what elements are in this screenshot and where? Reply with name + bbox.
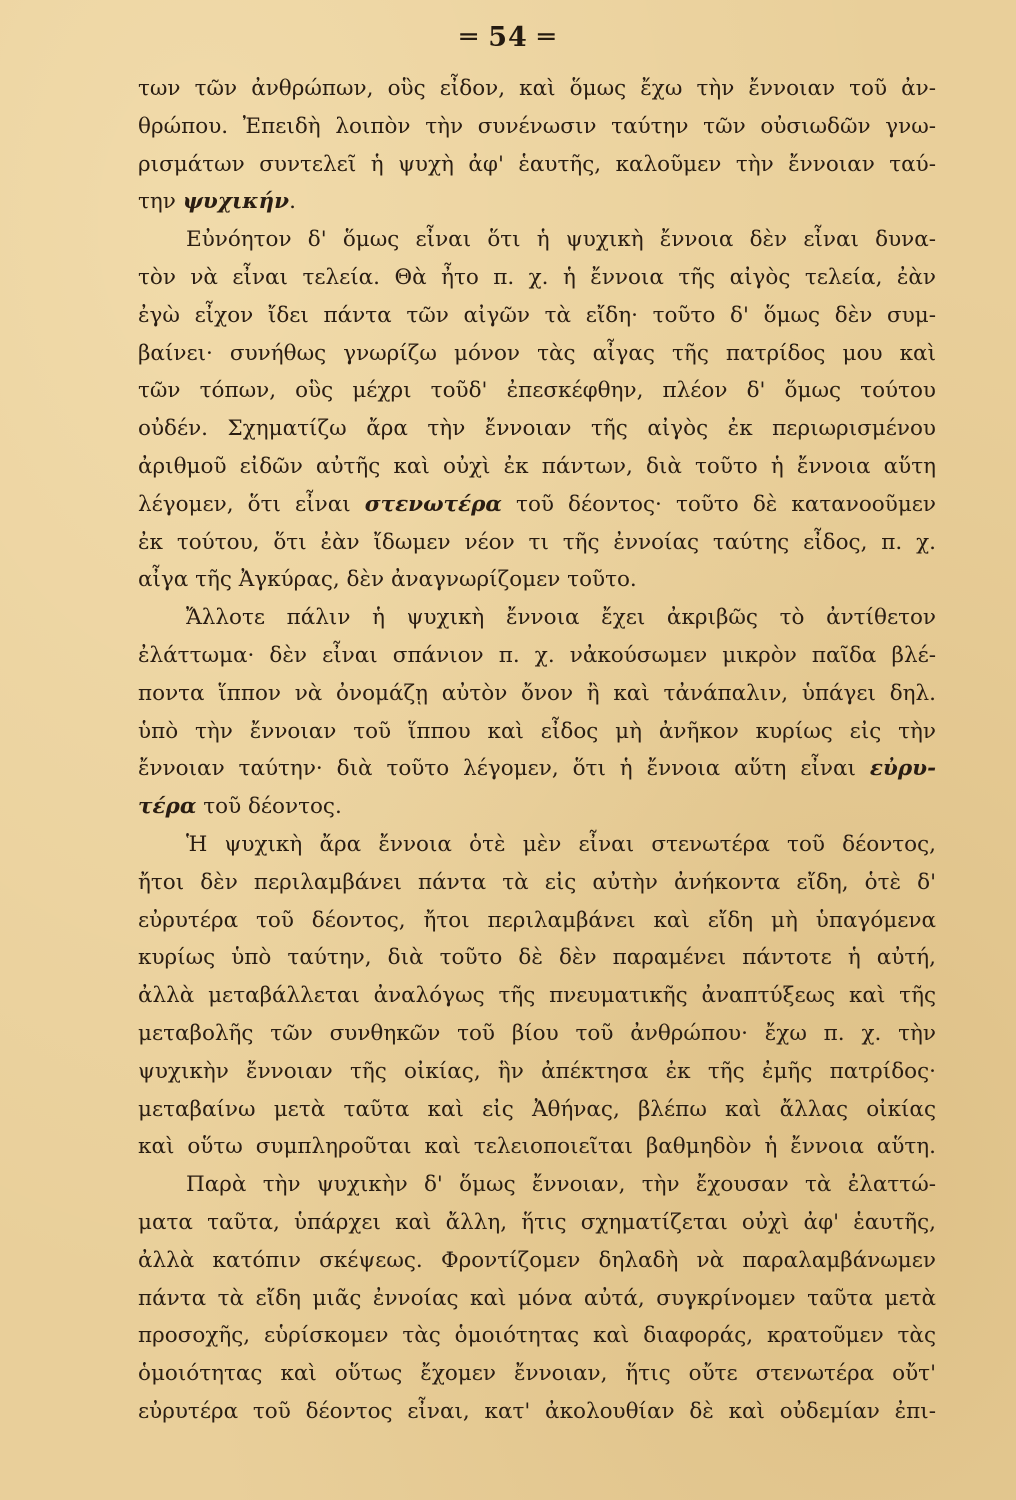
text-line [138, 335, 936, 373]
emphasized-term: στενωτέρα [364, 491, 502, 517]
text-line [138, 750, 936, 788]
line-text: Ἡ ψυχικὴ ἄρα ἔννοια ὁτὲ μὲν εἶναι στενωτέρα τοῦ δέοντος, [186, 831, 936, 857]
line-text: τῶν τόπων, οὓς μέχρι τοῦδ' ἐπεσκέφθην, πλέον δ' ὅμως τούτου [138, 378, 936, 404]
line-text: κυρίως ὑπὸ ταύτην, διὰ τοῦτο δὲ δὲν παραμένει πάντοτε ἡ αὐτή, [138, 945, 936, 971]
text-line [138, 1053, 936, 1091]
text-line [138, 637, 936, 675]
line-text: αἶγα τῆς Ἀγκύρας, δὲν ἀναγνωρίζομεν τοῦτο. [138, 567, 637, 593]
text-line [138, 1166, 936, 1204]
line-text: εὐρυτέρα τοῦ δέοντος, ἤτοι περιλαμβάνει καὶ εἴδη μὴ ὑπαγόμενα [138, 907, 936, 933]
line-text: βαίνει· συνήθως γνωρίζω μόνον τὰς αἶγας τῆς πατρίδος μου καὶ [138, 340, 936, 366]
line-text: πάντα τὰ εἴδη μιᾶς ἐννοίας καὶ μόνα αὐτά, συγκρίνομεν ταῦτα μετὰ [138, 1285, 936, 1311]
line-text: ψυχικὴν ἔννοιαν τῆς οἰκίας, ἣν ἀπέκτησα ἐκ τῆς ἐμῆς πατρίδος· [138, 1058, 936, 1084]
text-line [138, 864, 936, 902]
text-line [138, 1393, 936, 1431]
line-text: ματα ταῦτα, ὑπάρχει καὶ ἄλλη, ἥτις σχηματίζεται οὐχὶ ἀφ' ἑαυτῆς, [138, 1209, 936, 1235]
page-number: ═ 54 ═ [460, 22, 556, 53]
body-text [138, 70, 936, 1431]
line-text: ἔννοιαν ταύτην· διὰ τοῦτο λέγομεν, ὅτι ἡ ἔννοια αὕτη εἶναι [138, 756, 870, 782]
text-line [138, 599, 936, 637]
text-line [138, 1015, 936, 1053]
text-line [138, 221, 936, 259]
text-line [138, 1204, 936, 1242]
text-line [138, 977, 936, 1015]
line-text: ρισμάτων συντελεῖ ἡ ψυχὴ ἀφ' ἑαυτῆς, καλοῦμεν τὴν ἔννοιαν ταύ- [138, 151, 936, 177]
text-line [138, 1128, 936, 1166]
line-text-after: τοῦ δέοντος· τοῦτο δὲ κατανοοῦμεν [501, 491, 936, 517]
text-line [138, 1280, 936, 1318]
line-text: καὶ οὕτω συμπληροῦται καὶ τελειοποιεῖται βαθμηδὸν ἡ ἔννοια αὕτη. [138, 1134, 936, 1160]
line-text: Παρὰ τὴν ψυχικὴν δ' ὅμως ἔννοιαν, τὴν ἔχουσαν τὰ ἐλαττώ- [186, 1172, 936, 1198]
line-text: μεταβαίνω μετὰ ταῦτα καὶ εἰς Ἀθήνας, βλέπω καὶ ἄλλας οἰκίας [138, 1096, 936, 1122]
line-text: μεταβολῆς τῶν συνθηκῶν τοῦ βίου τοῦ ἀνθρώπου· ἔχω π. χ. τὴν [138, 1020, 936, 1046]
text-line [138, 524, 936, 562]
line-text: ὁμοιότητας καὶ οὕτως ἔχομεν ἔννοιαν, ἥτις οὔτε στενωτέρα οὔτ' [138, 1361, 936, 1387]
line-text: ποντα ἵππον νὰ ὀνομάζῃ αὐτὸν ὄνον ἢ καὶ τἀνάπαλιν, ὑπάγει δηλ. [138, 680, 936, 706]
emphasized-term: τέρα [138, 794, 197, 820]
text-line [138, 1317, 936, 1355]
text-line [138, 183, 936, 221]
text-line [138, 146, 936, 184]
line-text: τὸν νὰ εἶναι τελεία. Θὰ ἦτο π. χ. ἡ ἔννοια τῆς αἰγὸς τελεία, ἐὰν [138, 264, 936, 290]
text-line [138, 448, 936, 486]
line-text: προσοχῆς, εὑρίσκομεν τὰς ὁμοιότητας καὶ διαφοράς, κρατοῦμεν τὰς [138, 1323, 936, 1349]
text-line [138, 939, 936, 977]
line-text: ἐγὼ εἶχον ἴδει πάντα τῶν αἰγῶν τὰ εἴδη· τοῦτο δ' ὅμως δὲν συμ- [138, 302, 936, 328]
text-line [138, 788, 936, 826]
line-text: Ἄλλοτε πάλιν ἡ ψυχικὴ ἔννοια ἔχει ἀκριβῶς τὸ ἀντίθετον [186, 605, 936, 631]
line-text: ἀλλὰ μεταβάλλεται ἀναλόγως τῆς πνευματικῆς ἀναπτύξεως καὶ τῆς [138, 983, 936, 1009]
text-line [138, 1355, 936, 1393]
text-line [138, 486, 936, 524]
line-text: θρώπου. Ἐπειδὴ λοιπὸν τὴν συνένωσιν ταύτην τῶν οὐσιωδῶν γνω- [138, 113, 936, 139]
line-text: την [138, 189, 183, 215]
emphasized-term: ψυχικήν [182, 189, 290, 215]
text-line [138, 826, 936, 864]
line-text: των τῶν ἀνθρώπων, οὓς εἶδον, καὶ ὅμως ἔχω τὴν ἔννοιαν τοῦ ἀν- [138, 76, 936, 101]
text-line [138, 410, 936, 448]
line-text: λέγομεν, ὅτι εἶναι [138, 491, 365, 517]
text-line [138, 1242, 936, 1280]
text-line [138, 713, 936, 751]
line-text: εὐρυτέρα τοῦ δέοντος εἶναι, κατ' ἀκολουθίαν δὲ καὶ οὐδεμίαν ἐπι- [138, 1398, 936, 1424]
emphasized-term: εὐρυ- [869, 756, 936, 782]
line-text: οὐδέν. Σχηματίζω ἄρα τὴν ἔννοιαν τῆς αἰγὸς ἐκ περιωρισμένου [138, 416, 936, 442]
line-text: ἐλάττωμα· δὲν εἶναι σπάνιον π. χ. νἀκούσωμεν μικρὸν παῖδα βλέ- [138, 642, 936, 668]
line-text: ἀλλὰ κατόπιν σκέψεως. Φροντίζομεν δηλαδὴ νὰ παραλαμβάνωμεν [138, 1247, 936, 1273]
line-text: ἤτοι δὲν περιλαμβάνει πάντα τὰ εἰς αὐτὴν ἀνήκοντα εἴδη, ὁτὲ δ' [138, 869, 936, 895]
line-text-after: τοῦ δέοντος. [196, 794, 342, 820]
line-text: Εὐνόητον δ' ὅμως εἶναι ὅτι ἡ ψυχικὴ ἔννοια δὲν εἶναι δυνα- [186, 227, 936, 253]
line-text: ὑπὸ τὴν ἔννοιαν τοῦ ἵππου καὶ εἶδος μὴ ἀνῆκον κυρίως εἰς τὴν [138, 718, 936, 744]
text-line [138, 1091, 936, 1129]
text-line [138, 372, 936, 410]
text-line [138, 902, 936, 940]
text-line [138, 561, 936, 599]
line-text-after: . [289, 189, 296, 215]
line-text: ἀριθμοῦ εἰδῶν αὐτῆς καὶ οὐχὶ ἐκ πάντων, διὰ τοῦτο ἡ ἔννοια αὕτη [138, 453, 936, 479]
text-line [138, 675, 936, 713]
line-text: ἐκ τούτου, ὅτι ἐὰν ἴδωμεν νέον τι τῆς ἐννοίας ταύτης εἶδος, π. χ. [138, 529, 936, 555]
text-line [138, 108, 936, 146]
text-line [138, 297, 936, 335]
text-line [138, 259, 936, 297]
text-line [138, 70, 936, 108]
